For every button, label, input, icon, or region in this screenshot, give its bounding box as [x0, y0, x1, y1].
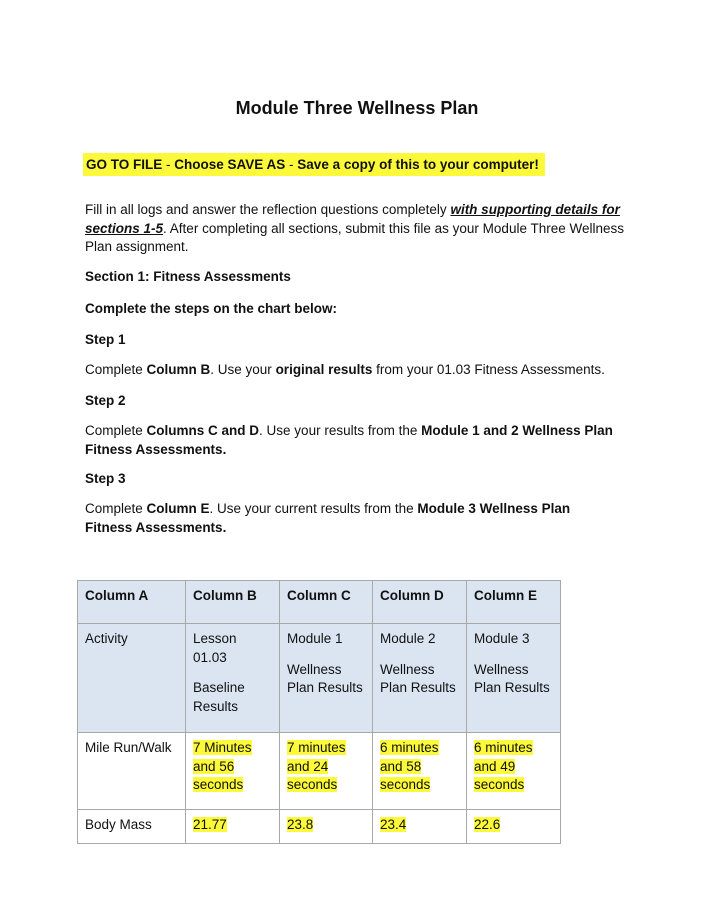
activity-cell: Mile Run/Walk [78, 733, 186, 810]
intro-emphasis: with supporting details for sections 1-5 [85, 202, 620, 236]
banner-go-to-file: GO TO FILE [86, 157, 163, 172]
step-1-heading: Step 1 [85, 332, 126, 347]
subheader-activity [78, 624, 186, 733]
step-1-text [85, 361, 635, 380]
result-value: 6 minutes and 49 seconds [474, 740, 533, 792]
banner-separator: - [285, 157, 298, 172]
step-1-text-part: from your 01.03 Fitness Assessments. [372, 362, 605, 377]
document-title: Module Three Wellness Plan [235, 98, 479, 118]
baseline-results-label: Baseline Results [193, 680, 245, 714]
step-1-text-part: Complete [85, 362, 147, 377]
save-copy-banner [83, 153, 545, 176]
result-value: 22.6 [474, 817, 501, 832]
intro-text-end: . After completing all sections, submit this file as your Module Three Wellness Plan assignment. [85, 220, 625, 254]
step-3-text [85, 500, 605, 537]
wellness-plan-results-label: Wellness Plan Results [380, 661, 456, 695]
step-1-original-results: original results [275, 362, 373, 377]
table-subheader-row [78, 624, 561, 733]
activity-cell: Body Mass [78, 810, 186, 844]
steps-heading: Complete the steps on the chart below: [85, 301, 338, 316]
table-row [78, 810, 561, 844]
subheader-baseline [186, 624, 280, 733]
header-column-b: Column B [186, 581, 280, 624]
banner-save-as: Choose SAVE AS [174, 157, 286, 172]
result-cell[interactable] [373, 810, 467, 844]
step-2-text-part: Complete [85, 423, 147, 438]
banner-separator: - [162, 157, 175, 172]
step-3-text-part: Complete [85, 501, 147, 516]
wellness-plan-results-label: Wellness Plan Results [287, 661, 363, 695]
module-2-label: Module 2 [380, 631, 436, 646]
table-header-row [78, 581, 561, 624]
result-cell[interactable] [280, 810, 373, 844]
lesson-label: Lesson 01.03 [193, 631, 237, 665]
module-1-label: Module 1 [287, 631, 343, 646]
header-column-a: Column A [78, 581, 186, 624]
intro-paragraph [85, 201, 635, 257]
result-cell[interactable] [280, 733, 373, 810]
intro-text: Fill in all logs and answer the reflection questions completely [85, 202, 451, 217]
header-column-c: Column C [280, 581, 373, 624]
fitness-assessment-table [77, 580, 561, 844]
result-cell[interactable] [186, 810, 280, 844]
subheader-module-1 [280, 624, 373, 733]
step-3-module-assessments: Module 3 Wellness Plan Fitness Assessments. [85, 501, 571, 535]
step-2-module-assessments: Module 1 and 2 Wellness Plan Fitness Assessments. [85, 423, 613, 457]
subheader-module-3 [467, 624, 561, 733]
result-cell[interactable] [467, 733, 561, 810]
section-1-heading: Section 1: Fitness Assessments [85, 269, 291, 284]
result-value: 7 minutes and 24 seconds [287, 740, 346, 792]
activity-label: Activity [85, 631, 128, 646]
subheader-module-2 [373, 624, 467, 733]
result-value: 21.77 [193, 817, 227, 832]
result-cell[interactable] [467, 810, 561, 844]
module-3-label: Module 3 [474, 631, 530, 646]
result-value: 7 Minutes and 56 seconds [193, 740, 252, 792]
banner-save-copy: Save a copy of this to your computer! [297, 157, 539, 172]
step-1-column-b: Column B [146, 362, 211, 377]
step-3-heading: Step 3 [85, 471, 126, 486]
step-3-column-e: Column E [146, 501, 210, 516]
result-value: 23.8 [287, 817, 314, 832]
header-column-d: Column D [373, 581, 467, 624]
step-2-text-part: . Use your results from the [259, 423, 422, 438]
result-value: 6 minutes and 58 seconds [380, 740, 439, 792]
header-column-e: Column E [467, 581, 561, 624]
step-1-text-part: . Use your [210, 362, 276, 377]
step-2-heading: Step 2 [85, 393, 126, 408]
step-2-text [85, 422, 635, 459]
result-value: 23.4 [380, 817, 407, 832]
wellness-plan-results-label: Wellness Plan Results [474, 661, 550, 695]
table-row [78, 733, 561, 810]
step-2-columns-c-d: Columns C and D [146, 423, 260, 438]
result-cell[interactable] [186, 733, 280, 810]
step-3-text-part: . Use your current results from the [209, 501, 418, 516]
result-cell[interactable] [373, 733, 467, 810]
